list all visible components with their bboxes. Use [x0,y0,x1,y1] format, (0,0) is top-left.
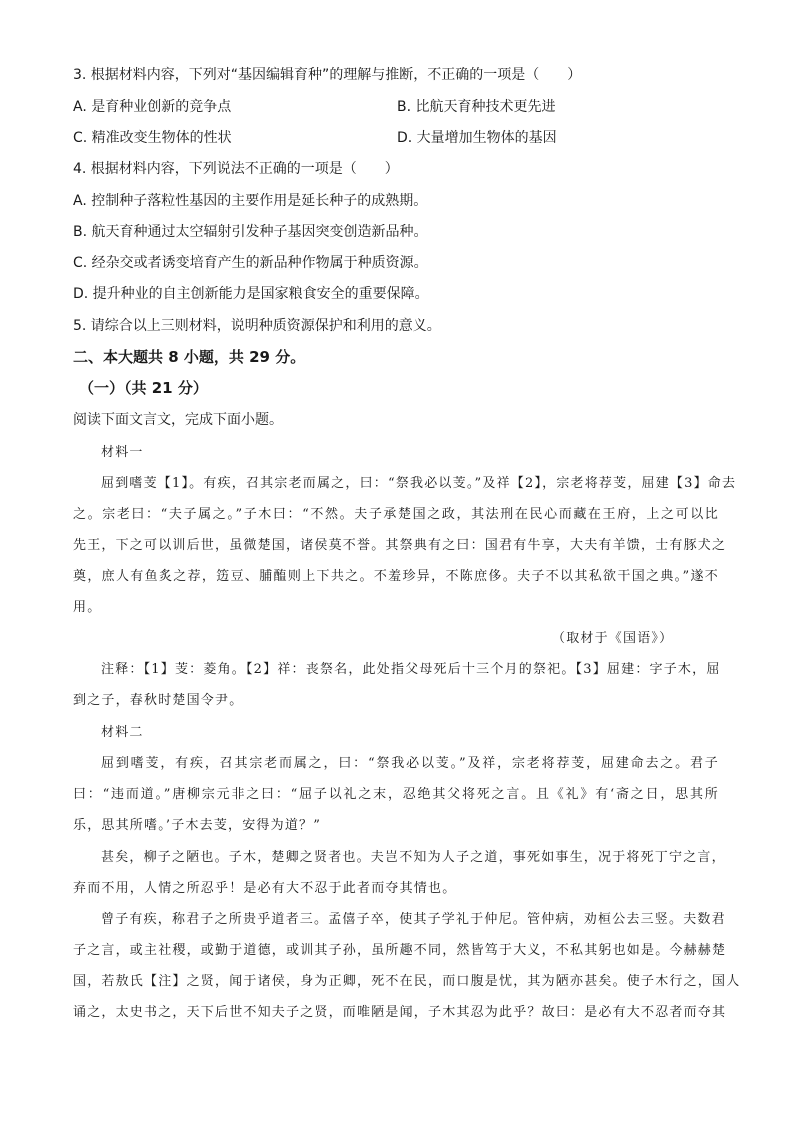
material-1-notes: 注释：【1】芰：菱角。【2】祥：丧祭名，此处指父母死后十三个月的祭祀。【3】屈建：字子木，屈 [101,662,721,677]
question-3-stem: 3. 根据材料内容，下列对“基因编辑育种”的理解与推断，不正确的一项是（ ） [73,67,582,83]
question-3-option-c: C. 精准改变生物体的性状 [73,130,232,146]
material-1-line: 用。 [73,600,102,615]
material-2-line: 甚矣，柳子之陋也。子木，楚卿之贤者也。夫岂不知为人子之道，事死如事生，况于将死丁宁之言， [101,850,726,865]
material-2-line: 诵之，太史书之，天下后世不知夫子之贤，而唯陋是闻，子木其忍为此乎？故曰：是必有大不忍者而夺其 [73,1005,727,1020]
material-2-line: 屈到嗜芰，有疾，召其宗老而属之，曰：“祭我必以芰。”及祥，宗老将荐芰，屈建命去之。君子 [101,756,719,771]
material-1-line: 奠，庶人有鱼炙之荐，笾豆、脯醢则上下共之。不羞珍异，不陈庶侈。夫子不以其私欲干国之典。”遂不 [73,569,719,584]
question-4-option-a: A. 控制种子落粒性基因的主要作用是延长种子的成熟期。 [73,193,428,209]
material-2-line: 子之言，或主社稷，或勤于道德，或训其子孙，虽所趣不同，然皆笃于大义，不私其躬也如是。今赫赫楚 [73,943,727,958]
material-1-line: 先王，下之可以训后世，虽微楚国，诸侯莫不誉。其祭典有之曰：国君有牛享，大夫有羊馈，士有豚犬之 [73,538,727,553]
question-3-option-d: D. 大量增加生物体的基因 [397,130,557,146]
question-4-stem: 4. 根据材料内容，下列说法不正确的一项是（ ） [73,161,399,177]
question-4-option-b: B. 航天育种通过太空辐射引发种子基因突变创造新品种。 [73,224,428,240]
sub-section-heading: （一）（共 21 分） [79,379,208,397]
material-2-line: 曰：“违而道。”唐柳宗元非之曰：“屈子以礼之末，忍绝其父将死之言。且《礼》有‘斋之日，思其所 [73,787,719,802]
reading-instruction: 阅读下面文言文，完成下面小题。 [73,412,283,428]
question-4-option-d: D. 提升种业的自主创新能力是国家粮食安全的重要保障。 [73,286,429,302]
material-1-line: 屈到嗜芰【1】。有疾，召其宗老而属之，曰：“祭我必以芰。”及祥【2】，宗老将荐芰，屈建【3】命去 [101,476,737,491]
question-3-option-b: B. 比航天育种技术更先进 [397,99,556,115]
material-2-line: 乐，思其所嗜。’子木去芰，安得为道？” [73,818,322,833]
question-3-option-a: A. 是育种业创新的竞争点 [73,99,232,115]
material-2-line: 国，若敖氏【注】之贤，闻于诸侯，身为正卿，死不在民，而口腹是忧，其为陋亦甚矣。使子木行之，国人 [73,974,741,989]
material-1-source: （取材于《国语》） [552,631,674,646]
question-5-stem: 5. 请综合以上三则材料，说明种质资源保护和利用的意义。 [73,318,441,334]
question-4-option-c: C. 经杂交或者诱变培育产生的新品种作物属于种质资源。 [73,255,428,271]
section-heading: 二、本大题共 8 小题，共 29 分。 [73,348,306,366]
material-1-label: 材料一 [101,445,144,460]
material-2-line: 曾子有疾，称君子之所贵乎道者三。孟僖子卒，使其子学礼于仲尼。管仲病，劝桓公去三竖。夫数君 [101,912,726,927]
material-2-line: 弃而不用，人情之所忍乎！是必有大不忍于此者而夺其情也。 [73,881,457,896]
material-2-label: 材料二 [101,725,144,740]
material-1-notes: 到之子，春秋时楚国令尹。 [73,693,244,708]
material-1-line: 之。宗老曰：“夫子属之。”子木曰：“不然。夫子承楚国之政，其法刑在民心而藏在王府，上之可以比 [73,507,719,522]
